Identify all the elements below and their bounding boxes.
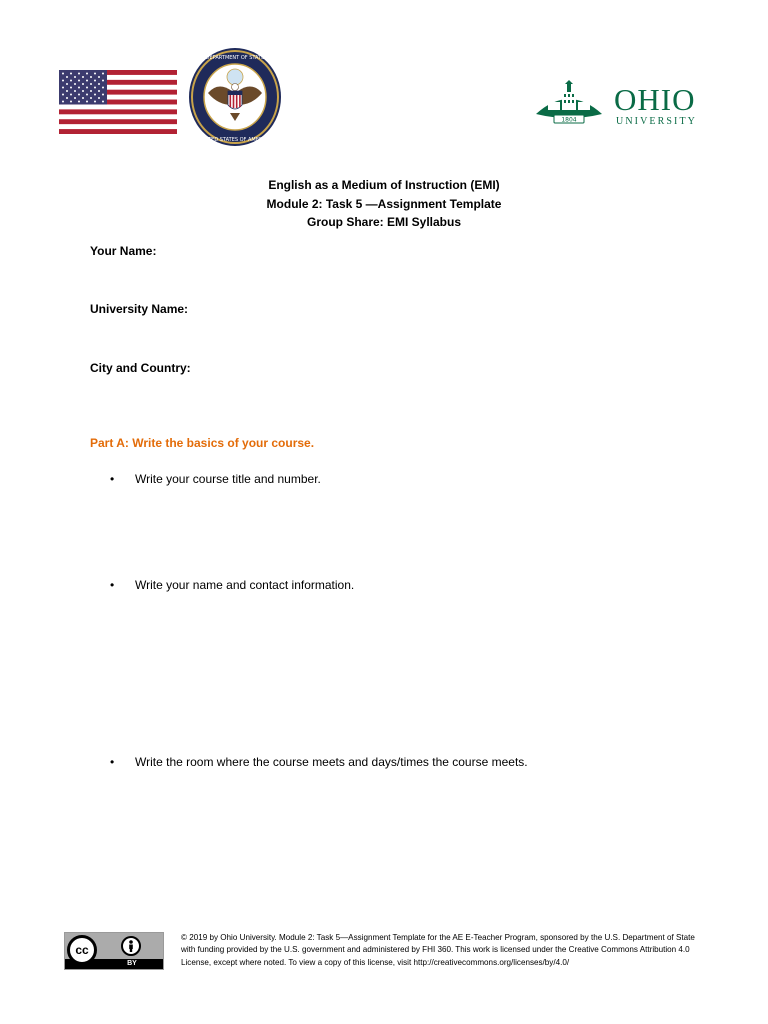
city-country-label: City and Country: <box>90 361 191 375</box>
us-flag-image <box>59 70 177 134</box>
document-title-line-3: Group Share: EMI Syllabus <box>306 215 462 229</box>
bullet-icon: • <box>110 472 115 486</box>
attribution-person-icon <box>121 936 141 956</box>
list-item <box>110 471 321 487</box>
ohio-emblem-year: 1804 <box>561 116 577 124</box>
your-name-label: Your Name: <box>90 244 157 258</box>
list-item-text: Write the room where the course meets and days/times the course meets. <box>135 755 528 769</box>
cc-by-license-badge <box>64 932 164 970</box>
list-item <box>110 754 528 770</box>
document-title-line-1: English as a Medium of Instruction (EMI) <box>268 178 500 192</box>
bullet-icon: • <box>110 755 115 769</box>
bullet-icon: • <box>110 578 115 592</box>
ohio-university-emblem <box>534 80 604 126</box>
license-footer-text: © 2019 by Ohio University. Module 2: Task 5—Assignment Template for the AE E-Teacher Program, sponsored by the U.S. Department of State with funding provided by the U.S. government and administered by FHI 360. This work is licensed under the Creative Commons Attribution 4.0 License, except where noted. To view a copy of this license, visit http://creativecommons.org/licenses/by/4.0/ <box>181 933 695 967</box>
svg-text:DEPARTMENT OF STATE: DEPARTMENT OF STATE <box>205 55 265 61</box>
list-item <box>110 577 354 593</box>
university-name-label: University Name: <box>90 302 189 316</box>
list-item-text: Write your name and contact information. <box>135 578 355 592</box>
department-of-state-seal <box>188 47 282 147</box>
by-label: BY <box>127 960 137 967</box>
ohio-wordmark: OHIO <box>614 82 696 117</box>
cc-icon: cc <box>67 935 97 965</box>
list-item-text: Write your course title and number. <box>135 472 321 486</box>
ohio-university-subtitle: UNIVERSITY <box>616 116 697 127</box>
svg-text:UNITED STATES OF AMERICA: UNITED STATES OF AMERICA <box>199 137 271 143</box>
part-a-heading: Part A: Write the basics of your course. <box>90 436 315 450</box>
document-title-line-2: Module 2: Task 5 —Assignment Template <box>266 197 502 211</box>
